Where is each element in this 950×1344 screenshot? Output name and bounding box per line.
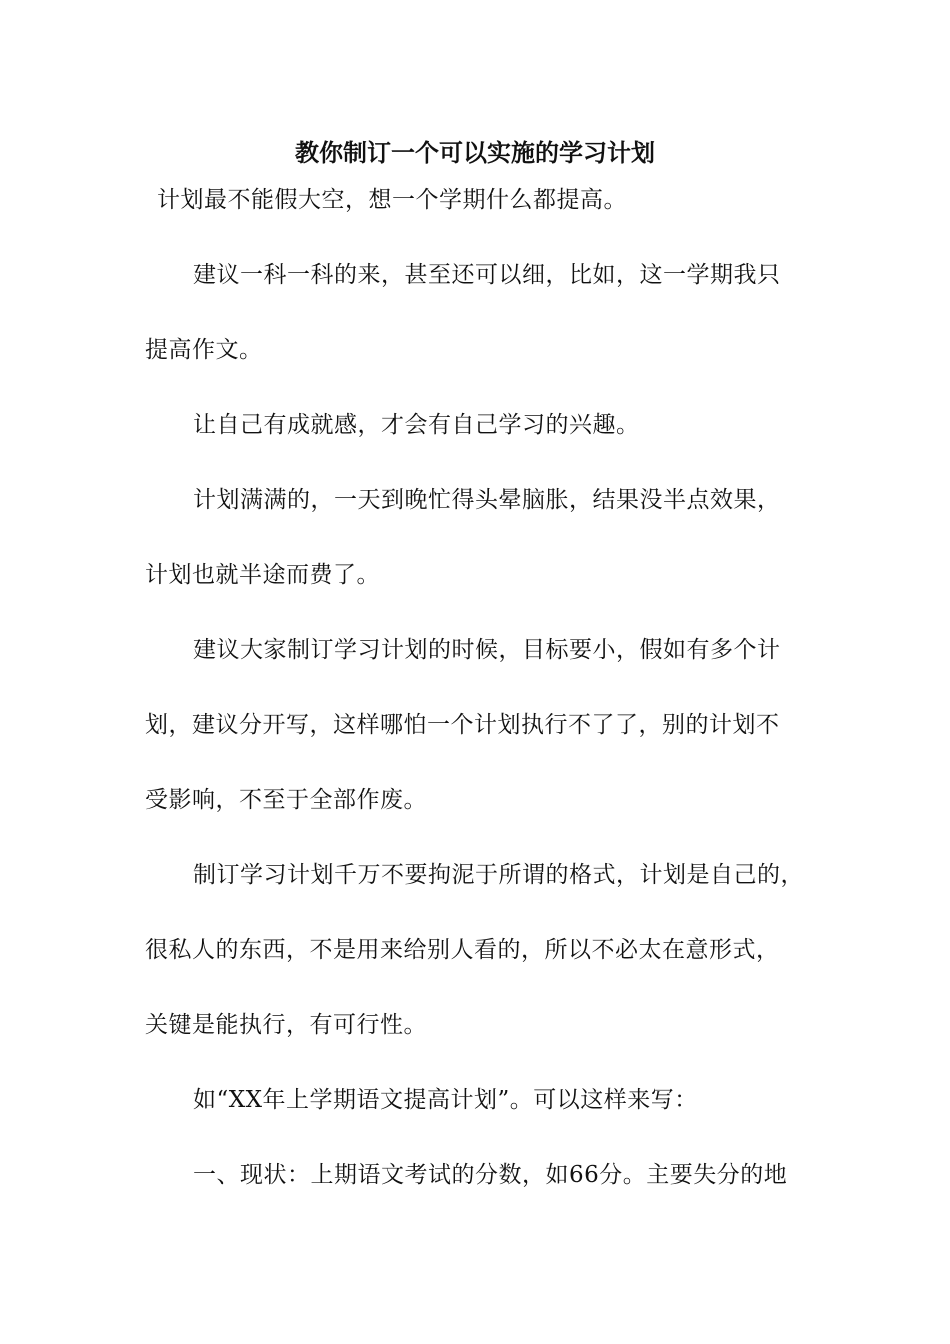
paragraph-line: 一、现状：上期语文考试的分数，如66分。主要失分的地 xyxy=(193,1162,788,1188)
paragraph-line: 很私人的东西，不是用来给别人看的，所以不必太在意形式， xyxy=(145,937,780,963)
paragraph-line: 制订学习计划千万不要拘泥于所谓的格式，计划是自己的， xyxy=(193,862,804,888)
paragraph-line: 关键是能执行，有可行性。 xyxy=(145,1012,427,1038)
paragraph-line: 计划最不能假大空，想一个学期什么都提高。 xyxy=(157,187,627,213)
paragraph-line: 建议一科一科的来，甚至还可以细，比如，这一学期我只 xyxy=(193,262,781,288)
paragraph-line: 计划满满的，一天到晚忙得头晕脑胀，结果没半点效果， xyxy=(193,487,781,513)
paragraph-line: 划，建议分开写，这样哪怕一个计划执行不了了，别的计划不 xyxy=(145,712,780,738)
paragraph-line: 让自己有成就感，才会有自己学习的兴趣。 xyxy=(193,412,640,438)
paragraph-line: 如“XX年上学期语文提高计划”。可以这样来写： xyxy=(193,1087,698,1113)
paragraph-line: 提高作文。 xyxy=(145,337,263,363)
paragraph-line: 建议大家制订学习计划的时候，目标要小，假如有多个计 xyxy=(193,637,781,663)
paragraph-line: 受影响，不至于全部作废。 xyxy=(145,787,427,813)
document-title: 教你制订一个可以实施的学习计划 xyxy=(295,138,655,167)
paragraph-line: 计划也就半途而费了。 xyxy=(145,562,380,588)
